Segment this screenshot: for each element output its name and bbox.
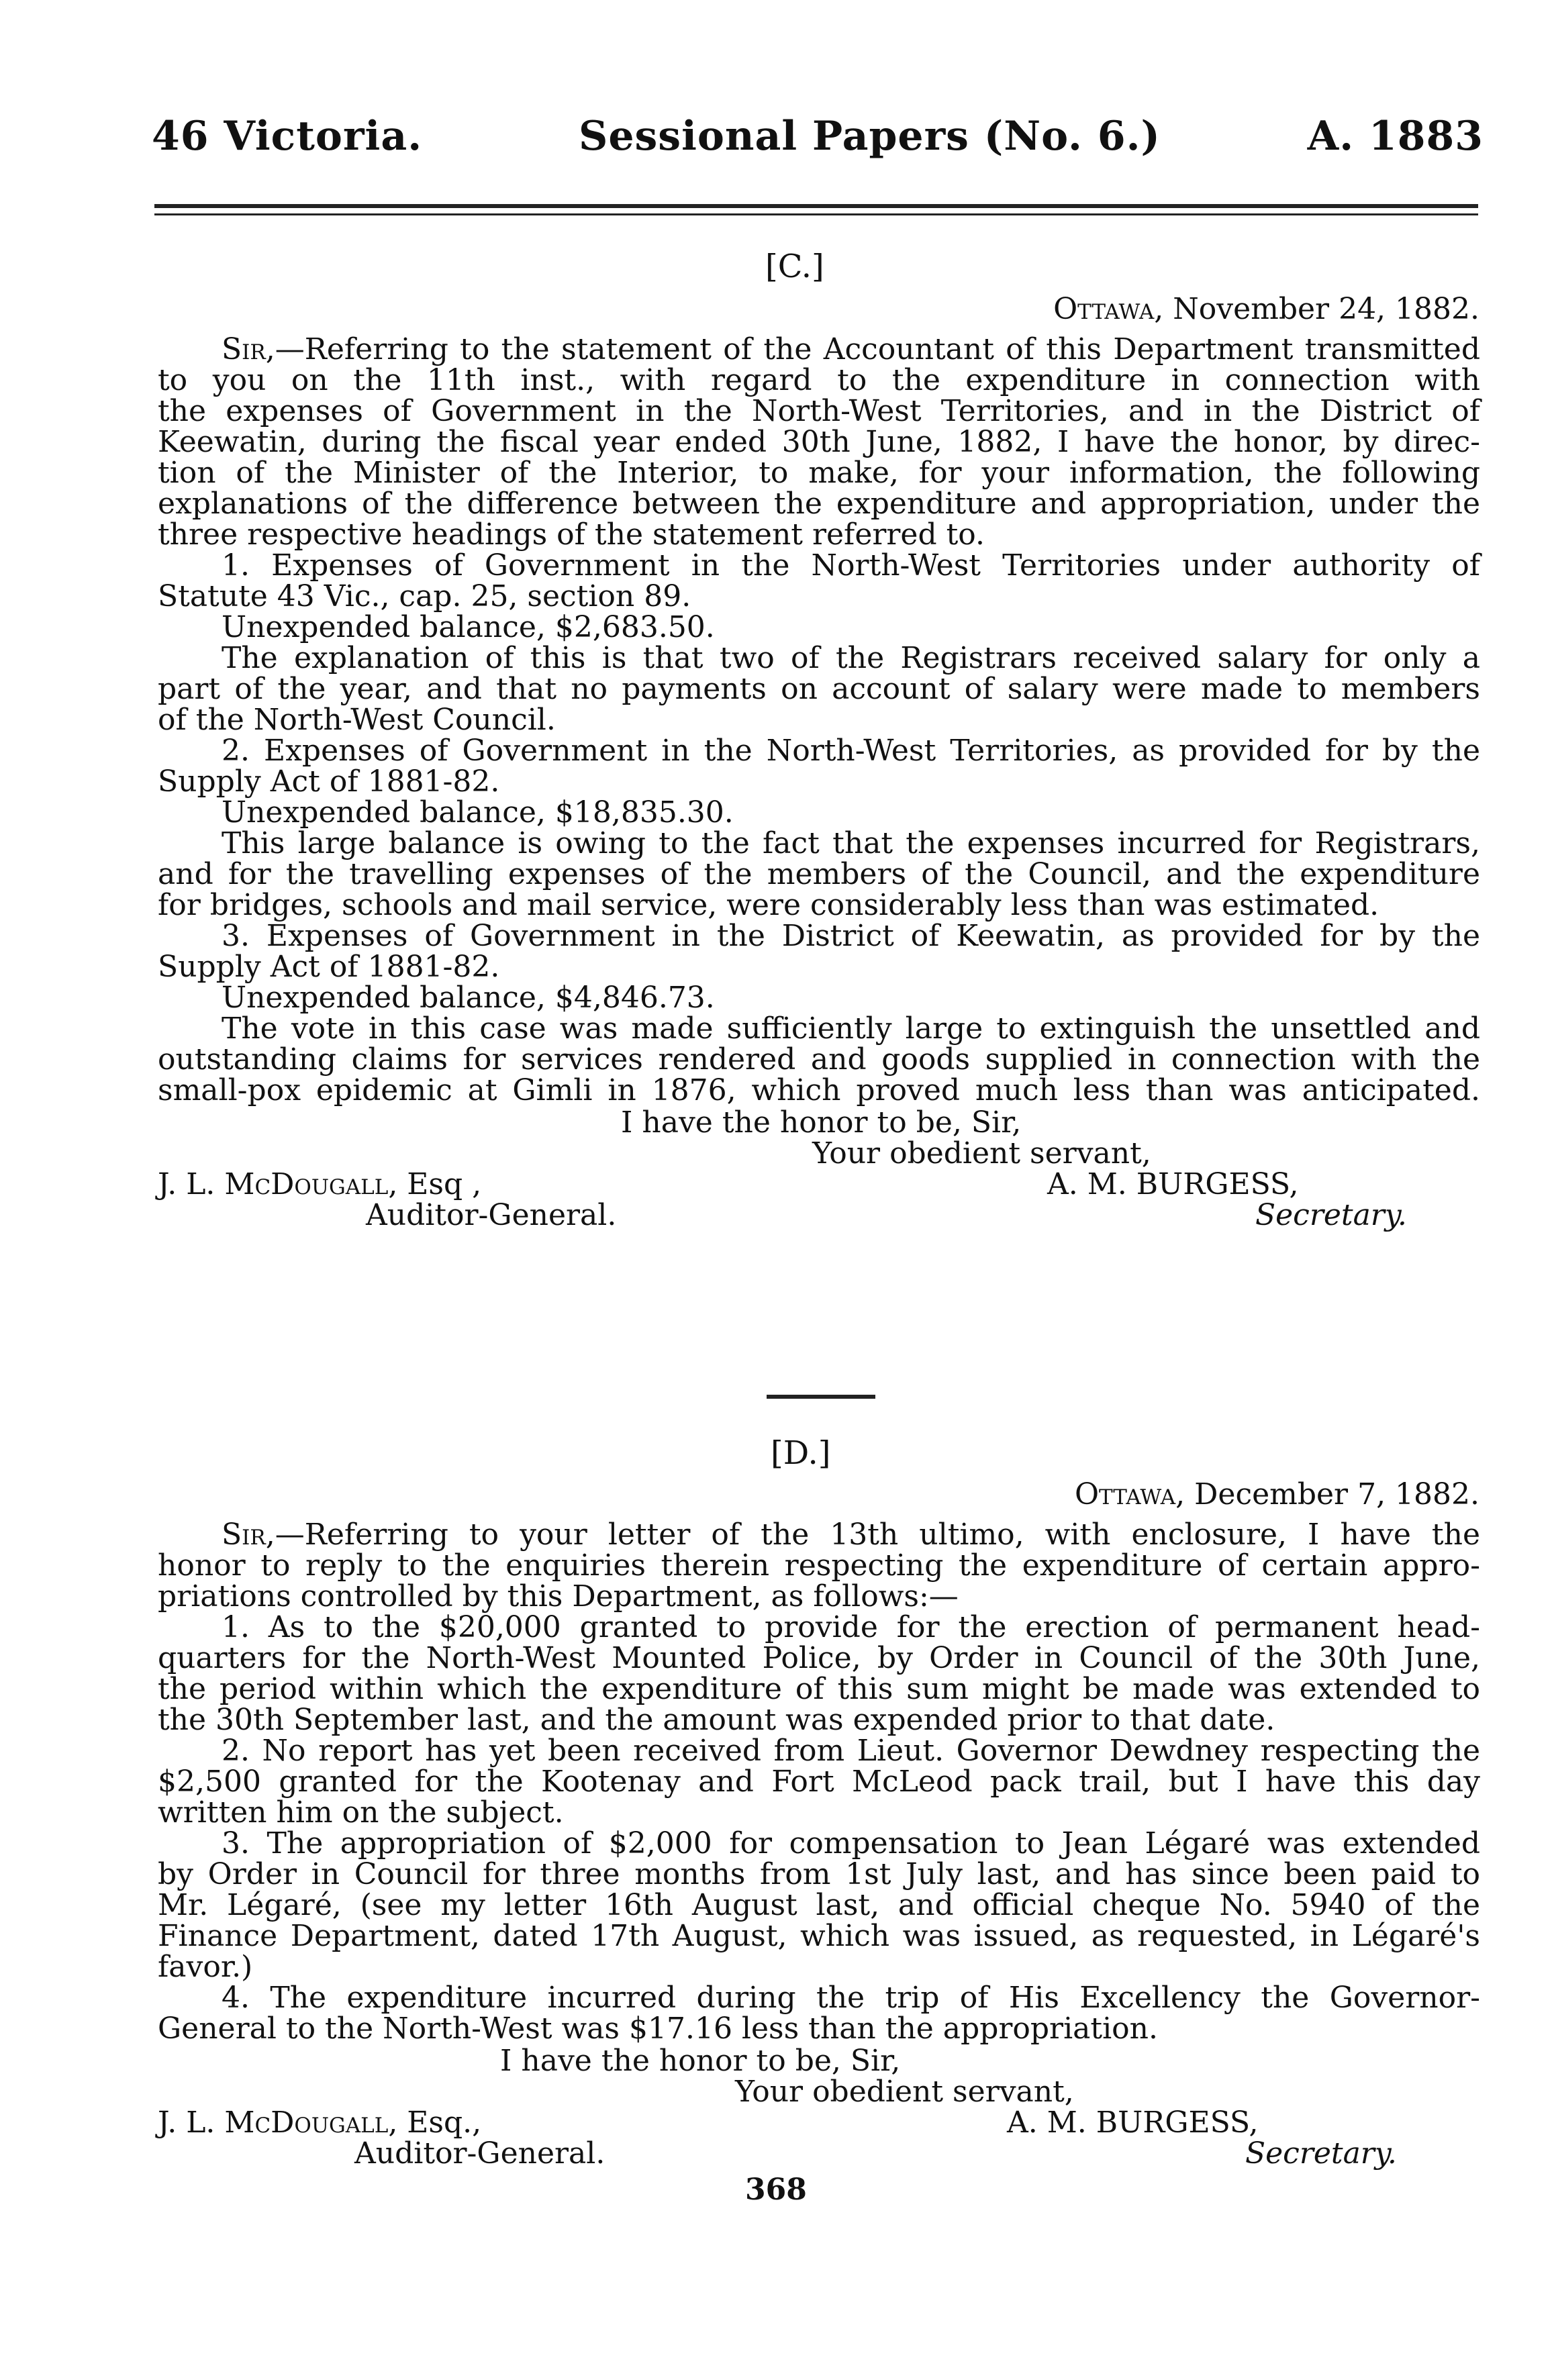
header-year: A. 1883 bbox=[1307, 113, 1484, 160]
letter-c-line: three respective headings of the statement referred to. bbox=[158, 517, 985, 552]
letter-d-line: honor to reply to the enquiries therein respecting the expenditure of certain appro- bbox=[158, 1548, 1480, 1583]
header-rule-thin bbox=[154, 213, 1478, 215]
letter-c-line: for bridges, schools and mail service, were considerably less than was estimated. bbox=[158, 888, 1379, 922]
letter-c-balance-1: Unexpended balance, $2,683.50. bbox=[222, 610, 715, 644]
letter-c-line: small-pox epidemic at Gimli in 1876, which proved much less than was anticipated. bbox=[158, 1073, 1480, 1107]
letter-c-line: Sir,—Referring to the statement of the Accountant of this Department transmitted bbox=[222, 332, 1480, 366]
letter-d-line: General to the North-West was $17.16 less than the appropriation. bbox=[158, 2012, 1158, 2046]
letter-d-label: [D.] bbox=[771, 1434, 831, 1472]
letter-c-line: Supply Act of 1881-82. bbox=[158, 764, 500, 799]
letter-c-addressee-title: Auditor-General. bbox=[366, 1198, 617, 1232]
letter-d-signer: A. M. BURGESS, bbox=[1007, 2105, 1259, 2140]
letter-d-line: by Order in Council for three months from 1st July last, and has since been paid to bbox=[158, 1857, 1480, 1891]
letter-d-addressee: J. L. McDougall, Esq., bbox=[158, 2105, 482, 2140]
letter-c-dateline: Ottawa, November 24, 1882. bbox=[1053, 292, 1480, 326]
letter-c-line: part of the year, and that no payments on account of salary were made to members bbox=[158, 672, 1480, 706]
letter-c-servant: Your obedient servant, bbox=[812, 1136, 1151, 1171]
letter-c-line: The vote in this case was made sufficiently large to extinguish the unsettled and bbox=[222, 1011, 1480, 1046]
letter-d-closing: I have the honor to be, Sir, bbox=[500, 2044, 901, 2078]
page-header bbox=[152, 113, 1484, 160]
letter-d-line: Finance Department, dated 17th August, which was issued, as requested, in Légaré's bbox=[158, 1919, 1480, 1953]
letter-d-line: Sir,—Referring to your letter of the 13th ultimo, with enclosure, I have the bbox=[222, 1518, 1480, 1552]
letter-c-line: The explanation of this is that two of the Registrars received salary for only a bbox=[222, 641, 1480, 675]
letter-c-line: Supply Act of 1881-82. bbox=[158, 950, 500, 984]
section-divider bbox=[767, 1395, 875, 1399]
letter-c-balance-2: Unexpended balance, $18,835.30. bbox=[222, 795, 734, 830]
letter-d-line: 3. The appropriation of $2,000 for compensation to Jean Légaré was extended bbox=[222, 1826, 1480, 1861]
letter-c-line: to you on the 11th inst., with regard to the expenditure in connection with bbox=[158, 363, 1480, 397]
letter-c-line: explanations of the difference between the expenditure and appropriation, under the bbox=[158, 487, 1480, 521]
letter-c-line: tion of the Minister of the Interior, to make, for your information, the following bbox=[158, 456, 1480, 490]
letter-d-line: priations controlled by this Department, as follows:— bbox=[158, 1579, 959, 1614]
letter-d-line: written him on the subject. bbox=[158, 1795, 564, 1830]
header-rule-thick bbox=[154, 204, 1478, 208]
letter-c-line: outstanding claims for services rendered and goods supplied in connection with the bbox=[158, 1042, 1480, 1077]
letter-d-addressee-title: Auditor-General. bbox=[354, 2136, 605, 2171]
letter-d-line: the period within which the expenditure of this sum might be made was extended to bbox=[158, 1672, 1480, 1706]
letter-c-signer-title: Secretary. bbox=[1255, 1198, 1407, 1232]
letter-d-line: 4. The expenditure incurred during the trip of His Excellency the Governor- bbox=[222, 1981, 1480, 2015]
letter-d-line: Mr. Légaré, (see my letter 16th August last, and official cheque No. 5940 of the bbox=[158, 1888, 1480, 1922]
letter-c-line: Keewatin, during the fiscal year ended 30th June, 1882, I have the honor, by direc- bbox=[158, 425, 1480, 459]
page-number: 368 bbox=[745, 2173, 807, 2207]
letter-c-line: the expenses of Government in the North-West Territories, and in the District of bbox=[158, 394, 1480, 428]
letter-c-line: 2. Expenses of Government in the North-West Territories, as provided for by the bbox=[222, 734, 1480, 768]
letter-c-addressee: J. L. McDougall, Esq , bbox=[158, 1167, 482, 1201]
header-volume: 46 Victoria. bbox=[152, 113, 423, 160]
letter-d-signer-title: Secretary. bbox=[1245, 2136, 1397, 2171]
letter-c-signer: A. M. BURGESS, bbox=[1047, 1167, 1299, 1201]
letter-c-line: 3. Expenses of Government in the District of Keewatin, as provided for by the bbox=[222, 919, 1480, 953]
letter-c-closing: I have the honor to be, Sir, bbox=[621, 1105, 1022, 1140]
letter-d-line: 1. As to the $20,000 granted to provide for the erection of permanent head- bbox=[222, 1610, 1480, 1644]
letter-c-line: and for the travelling expenses of the members of the Council, and the expenditure bbox=[158, 857, 1480, 891]
letter-d-line: the 30th September last, and the amount was expended prior to that date. bbox=[158, 1703, 1275, 1737]
letter-d-line: quarters for the North-West Mounted Police, by Order in Council of the 30th June, bbox=[158, 1641, 1480, 1675]
letter-d-line: 2. No report has yet been received from Lieut. Governor Dewdney respecting the bbox=[222, 1734, 1480, 1768]
letter-c-line: 1. Expenses of Government in the North-West Territories under authority of bbox=[222, 548, 1480, 583]
letter-c-line: Statute 43 Vic., cap. 25, section 89. bbox=[158, 579, 691, 613]
letter-c-label: [C.] bbox=[765, 248, 824, 285]
letter-c-line: This large balance is owing to the fact that the expenses incurred for Registrars, bbox=[222, 826, 1480, 860]
letter-d-dateline: Ottawa, December 7, 1882. bbox=[1074, 1477, 1480, 1511]
letter-d-line: $2,500 granted for the Kootenay and Fort McLeod pack trail, but I have this day bbox=[158, 1765, 1480, 1799]
letter-d-servant: Your obedient servant, bbox=[735, 2075, 1074, 2109]
header-title: Sessional Papers (No. 6.) bbox=[579, 113, 1161, 160]
letter-c-line: of the North-West Council. bbox=[158, 703, 556, 737]
letter-c-balance-3: Unexpended balance, $4,846.73. bbox=[222, 981, 715, 1015]
letter-d-line: favor.) bbox=[158, 1950, 253, 1984]
